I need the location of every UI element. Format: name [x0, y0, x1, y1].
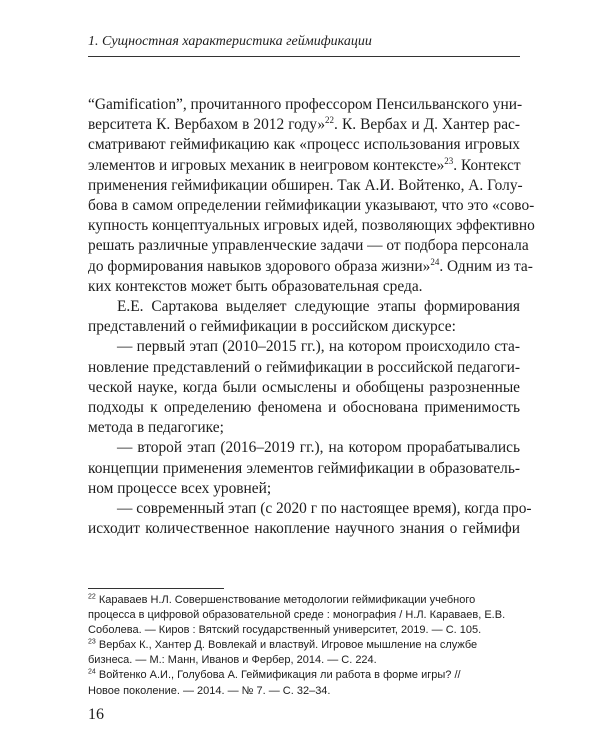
body-line: Е.Е. Сартакова выделяет следующие этапы формирования: [117, 298, 520, 316]
body-line: подходы к определению феномена и обоснована применимость: [88, 399, 520, 417]
body-line: — первый этап (2010–2015 гг.), на котором происходило ста-: [117, 338, 520, 356]
footnote-start: $^{22}$ Караваев Н.Л. Совершенствование методологии геймификации учебного: [88, 593, 476, 606]
footnote-line: Соболева. — Киров : Вятский государственный университет, 2019. — С. 105.: [88, 624, 482, 637]
footnote-number: 24: [88, 668, 96, 676]
footnote-line: бизнеса. — М.: Манн, Иванов и Фербер, 2014. — С. 224.: [88, 654, 377, 667]
running-head: 1. Сущностная характеристика геймификации: [88, 34, 372, 49]
body-line: до формирования навыков здорового образа жизни»$^{24}$. Одним из та-: [88, 256, 533, 275]
body-line: бова в самом определении геймификации указывают, что это «сово-: [88, 197, 535, 215]
page-number: 16: [88, 706, 104, 723]
footnotes: [88, 593, 520, 699]
body-line: сматривают геймификацию как «процесс использования игровых: [88, 136, 520, 154]
header-rule: [88, 56, 520, 57]
footnote-number: 22: [88, 593, 96, 601]
footnote-line: процесса в цифровой образовательной среде : монография / Н.Л. Караваев, Е.В.: [88, 609, 506, 622]
footnote-number: 23: [88, 638, 96, 646]
body-line: ких контекстов может быть образовательная среда.: [88, 277, 423, 295]
body-line: новление представлений о геймификации в российской педагоги-: [88, 358, 520, 376]
body-line: элементов и игровых механик в неигровом контексте»$^{23}$. Контекст: [88, 155, 521, 174]
body-line: исходит количественное накопление научного знания о геймифи: [88, 520, 520, 538]
body-line: решать различные управленческие задачи — от подбора персонала: [88, 237, 529, 255]
body-line: “Gamification”, прочитанного профессором Пенсильванского уни-: [88, 96, 523, 113]
footnote-ref[interactable]: 22: [325, 115, 335, 126]
body-line: ном процессе всех уровней;: [88, 479, 272, 497]
footnote-separator: [88, 588, 224, 589]
footnote-start: $^{24}$ Войтенко А.И., Голубова А. Геймификация ли работа в форме игры? //: [88, 668, 461, 682]
body-line: — второй этап (2016–2019 гг.), на котором прорабатывались: [117, 439, 520, 457]
body-line: метода в педагогике;: [88, 419, 224, 437]
footnote-start: $^{23}$ Вербах К., Хантер Д. Вовлекай и властвуй. Игровое мышление на службе: [88, 638, 478, 652]
footnote-line: Новое поколение. — 2014. — № 7. — С. 32–34.: [88, 684, 331, 697]
body-line: — современный этап (с 2020 г по настоящее время), когда про-: [117, 500, 532, 518]
body-text: [88, 95, 535, 539]
body-line: купность концептуальных игровых идей, позволяющих эффективно: [88, 217, 535, 235]
body-line: концепции применения элементов геймификации в образователь-: [88, 459, 520, 477]
body-line: ческой науке, когда были осмыслены и обобщены разрозненные: [88, 378, 520, 396]
footnote-ref[interactable]: 23: [444, 155, 454, 166]
body-line: применения геймификации обширен. Так А.И. Войтенко, А. Голу-: [88, 176, 523, 194]
body-line: верситета К. Вербахом в 2012 году»$^{22}$. К. Вербах и Д. Хантер рас-: [88, 115, 520, 134]
footnote-ref[interactable]: 24: [430, 256, 440, 267]
body-line: представлений о геймификации в российском дискурсе:: [88, 318, 456, 336]
